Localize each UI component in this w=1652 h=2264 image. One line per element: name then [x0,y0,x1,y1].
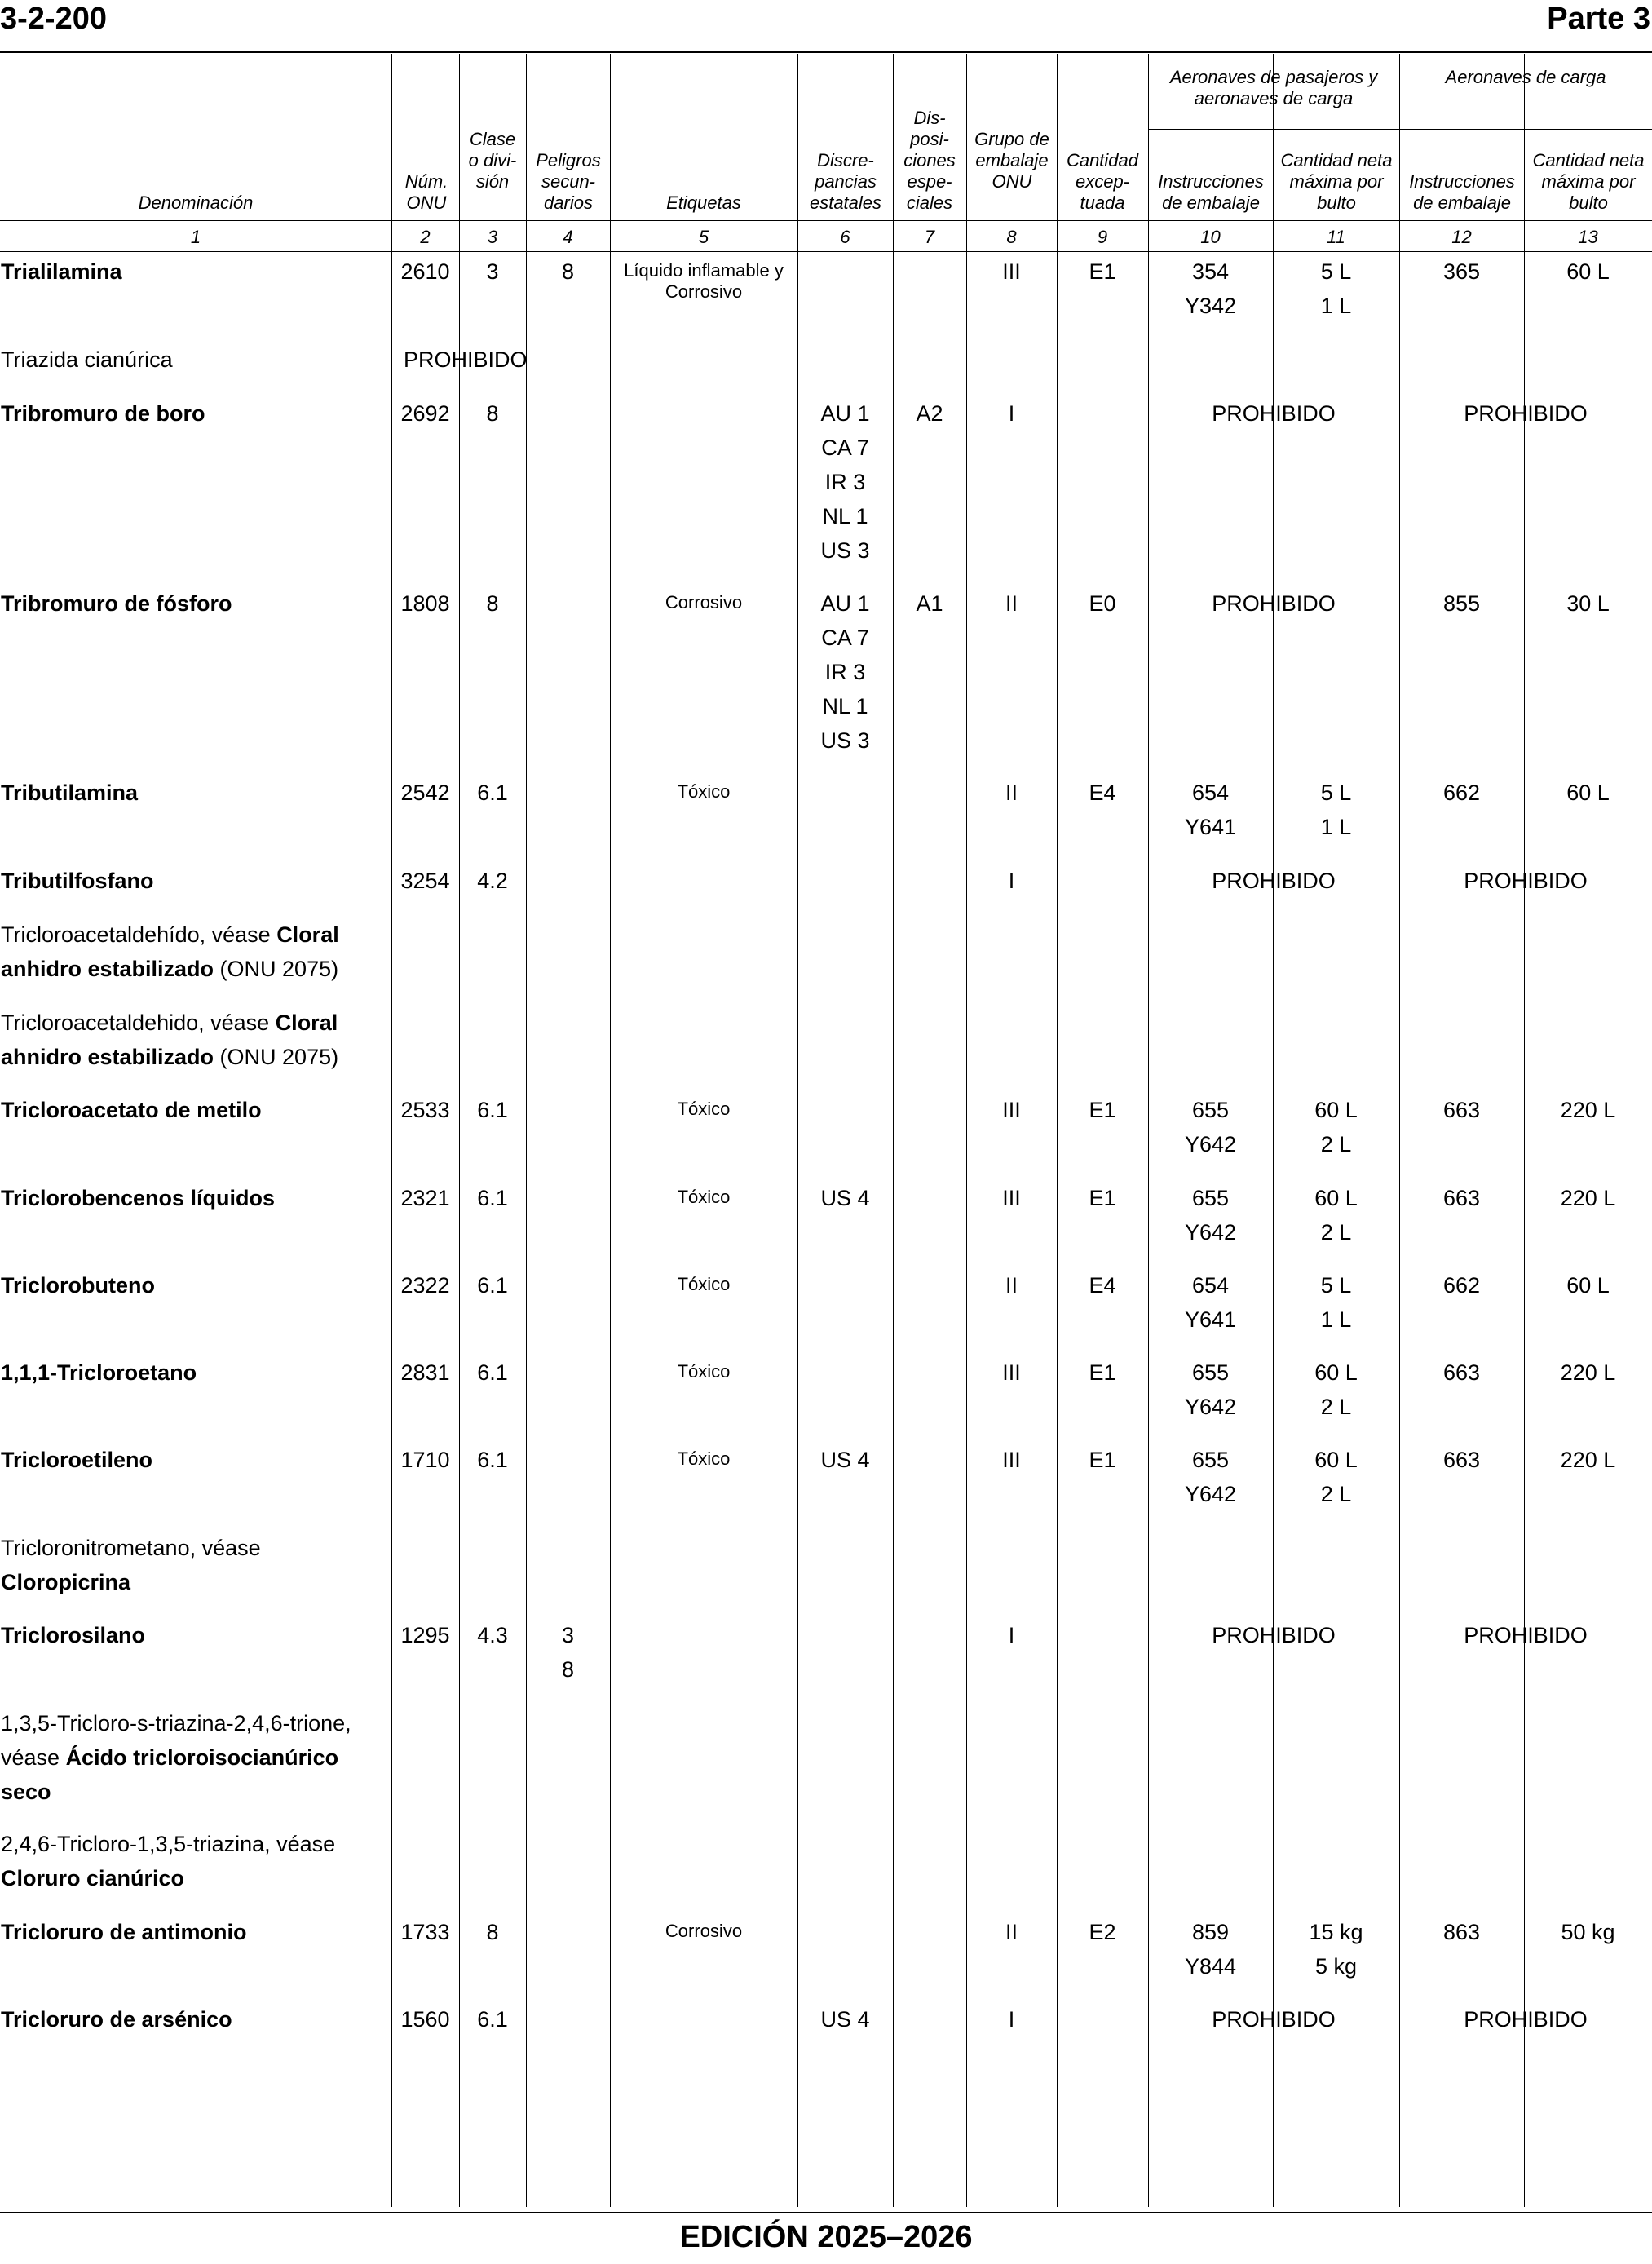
see-reference: Tricloroacetaldehido, véase Cloral ahnidro estabilizado (ONU 2075) [1,1010,339,1069]
pax-prohibited: PROHIBIDO [1212,591,1336,616]
un-number: 2610 [400,259,450,284]
row-name: Triclorobencenos líquidos [1,1186,276,1210]
column-number: 10 [1200,227,1221,247]
pax-max-quantity: 60 L 2 L [1314,1448,1358,1506]
excepted-quantity: E2 [1089,1920,1116,1944]
column-divider [797,54,798,2207]
prohibited-text: PROHIBIDO [404,347,528,372]
packing-group: III [1002,1186,1021,1210]
class: 8 [486,591,499,616]
labels: Tóxico [677,1448,731,1469]
pax-max-quantity: 15 kg 5 kg [1309,1920,1363,1979]
cargo-packing-instruction: 365 [1442,259,1481,284]
labels: Tóxico [677,1187,731,1207]
packing-group: III [1002,1098,1021,1122]
cargo-packing-instruction: 663 [1442,1098,1481,1122]
row-name: Trialilamina [1,259,122,284]
un-number: 1295 [400,1623,450,1647]
state-variations: US 4 [820,1448,870,1472]
state-variations: AU 1 CA 7 IR 3 NL 1 US 3 [820,591,870,753]
labels: Tóxico [677,781,731,802]
class: 3 [486,259,499,284]
class: 6.1 [477,1098,508,1122]
column-divider [1524,54,1525,2207]
cargo-max-quantity: 60 L [1566,259,1610,284]
header-un-number: Núm. ONU [404,171,448,213]
pax-packing-instruction: 655 Y642 [1184,1098,1237,1156]
column-number: 1 [190,227,201,247]
class: 6.1 [477,2007,508,2032]
packing-group: I [1008,869,1015,893]
pax-max-quantity: 60 L 2 L [1314,1186,1358,1245]
cargo-packing-instruction: 663 [1442,1360,1481,1385]
special-provisions: A1 [916,591,943,616]
see-reference: Tricloroacetaldehído, véase Cloral anhidro estabilizado (ONU 2075) [1,922,339,981]
header-pax-max-net-quantity: Cantidad neta máxima por bulto [1280,150,1393,213]
excepted-quantity: E4 [1089,1273,1116,1298]
header-subsidiary-risk: Peligros secun- darios [536,150,601,213]
state-variations: US 4 [820,2007,870,2032]
cargo-max-quantity: 220 L [1560,1448,1616,1472]
column-divider [1057,54,1058,2207]
see-reference: Tricloronitrometano, véase Cloropicrina [1,1536,261,1594]
packing-group: II [1005,780,1018,805]
pax-max-quantity: 5 L 1 L [1320,1273,1352,1332]
class: 8 [486,1920,499,1944]
row-name: Tribromuro de fósforo [1,591,232,616]
excepted-quantity: E1 [1089,1448,1116,1472]
class: 6.1 [477,1448,508,1472]
excepted-quantity: E1 [1089,259,1116,284]
class: 6.1 [477,1273,508,1298]
packing-group: II [1005,1273,1018,1298]
un-number: 2321 [400,1186,450,1210]
column-divider [610,54,611,2207]
bottom-rule [0,2212,1652,2213]
column-number: 8 [1006,227,1017,247]
pax-packing-instruction: 654 Y641 [1184,780,1237,839]
subsidiary-risk: 3 8 [561,1623,575,1682]
un-number: 2542 [400,780,450,805]
excepted-quantity: E1 [1089,1098,1116,1122]
row-name: Tributilfosfano [1,869,154,893]
pax-packing-instruction: 654 Y641 [1184,1273,1237,1332]
class: 4.2 [477,869,508,893]
row-name: Tricloruro de antimonio [1,1920,247,1944]
state-variations: AU 1 CA 7 IR 3 NL 1 US 3 [820,401,870,563]
pax-prohibited: PROHIBIDO [1212,401,1336,426]
pax-prohibited: PROHIBIDO [1212,1623,1336,1647]
pax-max-quantity: 5 L 1 L [1320,780,1352,839]
column-divider [1399,54,1400,2207]
class: 6.1 [477,1360,508,1385]
labels: Tóxico [677,1361,731,1382]
packing-group: I [1008,1623,1015,1647]
class: 6.1 [477,780,508,805]
cargo-aircraft-heading: Aeronaves de carga [1445,67,1606,87]
column-number: 11 [1327,227,1345,247]
packing-group: I [1008,401,1015,426]
row-name: Tributilamina [1,780,139,805]
cargo-prohibited: PROHIBIDO [1464,869,1588,893]
edition-footer: EDICIÓN 2025–2026 [679,2220,973,2254]
header-labels: Etiquetas [666,192,741,213]
pax-packing-instruction: 655 Y642 [1184,1448,1237,1506]
labels: Líquido inflamable y Corrosivo [624,260,784,302]
row-name: Triclorosilano [1,1623,146,1647]
row-name: 1,1,1-Tricloroetano [1,1360,197,1385]
cargo-max-quantity: 220 L [1560,1098,1616,1122]
un-number: 3254 [400,869,450,893]
pax-packing-instruction: 859 Y844 [1184,1920,1237,1979]
passenger-aircraft-heading: Aeronaves de pasajeros y aeronaves de carga [1169,67,1378,108]
row-name: Tricloroacetato de metilo [1,1098,262,1122]
un-number: 2533 [400,1098,450,1122]
pax-max-quantity: 5 L 1 L [1320,259,1352,318]
cargo-packing-instruction: 662 [1442,1273,1481,1298]
header-special-provisions: Dis- posi- ciones espe- ciales [903,108,956,213]
column-number: 4 [563,227,573,247]
cargo-packing-instruction: 663 [1442,1186,1481,1210]
column-divider [966,54,967,2207]
cargo-prohibited: PROHIBIDO [1464,1623,1588,1647]
pax-prohibited: PROHIBIDO [1212,869,1336,893]
header-class: Clase o divi- sión [468,129,517,192]
state-variations: US 4 [820,1186,870,1210]
un-number: 1733 [400,1920,450,1944]
un-number: 1808 [400,591,450,616]
column-divider [526,54,527,2207]
un-number: 1560 [400,2007,450,2032]
header-packing-group: Grupo de embalaje ONU [974,129,1049,192]
header-state-variations: Discre- pancias estatales [809,150,882,213]
cargo-prohibited: PROHIBIDO [1464,401,1588,426]
row-name: Tricloroetileno [1,1448,153,1472]
excepted-quantity: E1 [1089,1360,1116,1385]
excepted-quantity: E0 [1089,591,1116,616]
pax-prohibited: PROHIBIDO [1212,2007,1336,2032]
packing-group: III [1002,1448,1021,1472]
cargo-packing-instruction: 863 [1442,1920,1481,1944]
un-number: 2831 [400,1360,450,1385]
excepted-quantity: E1 [1089,1186,1116,1210]
cargo-max-quantity: 60 L [1566,780,1610,805]
class: 8 [486,401,499,426]
header-excepted-quantity: Cantidad excep- tuada [1066,150,1139,213]
column-number: 2 [420,227,431,247]
column-divider [893,54,894,2207]
column-divider [391,54,392,2207]
pax-packing-instruction: 655 Y642 [1184,1360,1237,1419]
excepted-quantity: E4 [1089,780,1116,805]
cargo-packing-instruction: 663 [1442,1448,1481,1472]
packing-group: III [1002,1360,1021,1385]
pax-packing-instruction: 655 Y642 [1184,1186,1237,1245]
cargo-max-quantity: 220 L [1560,1360,1616,1385]
cargo-prohibited: PROHIBIDO [1464,2007,1588,2032]
pax-max-quantity: 60 L 2 L [1314,1098,1358,1156]
see-reference: 2,4,6-Tricloro-1,3,5-triazina, véase Cloruro cianúrico [1,1832,336,1890]
cargo-max-quantity: 220 L [1560,1186,1616,1210]
header-rule [0,220,1652,221]
column-number: 9 [1097,227,1108,247]
pax-max-quantity: 60 L 2 L [1314,1360,1358,1419]
packing-group: II [1005,591,1018,616]
cargo-max-quantity: 50 kg [1561,1920,1615,1944]
labels: Tóxico [677,1274,731,1294]
row-name: Triclorobuteno [1,1273,155,1298]
page-number: 3-2-200 [0,2,107,36]
group-rule [1148,129,1652,130]
row-name: Tribromuro de boro [1,401,205,426]
un-number: 1710 [400,1448,450,1472]
cargo-max-quantity: 30 L [1566,591,1610,616]
packing-group: I [1008,2007,1015,2032]
cargo-packing-instruction: 662 [1442,780,1481,805]
column-number: 3 [487,227,498,247]
column-number: 13 [1578,227,1598,247]
top-rule [0,51,1652,53]
column-number: 12 [1451,227,1472,247]
subsidiary-risk: 8 [561,259,575,284]
header-pax-packing-instruction: Instrucciones de embalaje [1158,171,1264,213]
cargo-packing-instruction: 855 [1442,591,1481,616]
pax-packing-instruction: 354 Y342 [1184,259,1237,318]
class: 6.1 [477,1186,508,1210]
labels: Corrosivo [665,592,743,612]
cargo-max-quantity: 60 L [1566,1273,1610,1298]
packing-group: II [1005,1920,1018,1944]
row-name: Tricloruro de arsénico [1,2007,232,2032]
packing-group: III [1002,259,1021,284]
header-cargo-max-net-quantity: Cantidad neta máxima por bulto [1532,150,1645,213]
column-number: 5 [698,227,709,247]
column-divider [459,54,460,2207]
column-number: 6 [840,227,850,247]
labels: Tóxico [677,1099,731,1119]
see-reference: 1,3,5-Tricloro-s-triazina-2,4,6-trione, véase Ácido tricloroisocianúrico seco [1,1711,351,1804]
un-number: 2692 [400,401,450,426]
header-cargo-packing-instruction: Instrucciones de embalaje [1409,171,1515,213]
part-title: Parte 3 [1547,2,1650,36]
column-number: 7 [924,227,935,247]
special-provisions: A2 [916,401,943,426]
un-number: 2322 [400,1273,450,1298]
row-name: Triazida cianúrica [1,347,173,372]
header-name: Denominación [138,192,254,213]
class: 4.3 [477,1623,508,1647]
labels: Corrosivo [665,1921,743,1941]
number-rule [0,251,1652,252]
